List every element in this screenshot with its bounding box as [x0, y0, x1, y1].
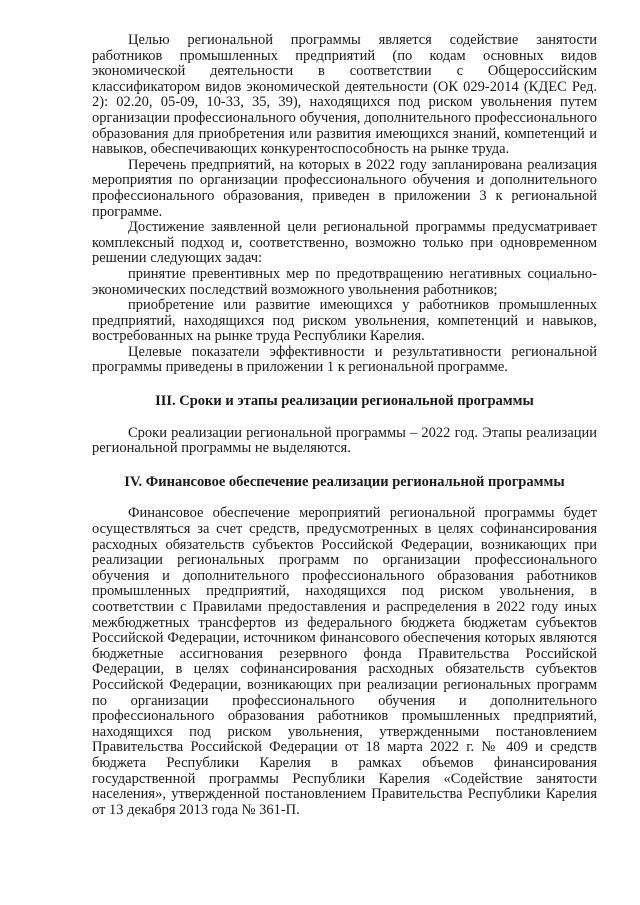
section-3-text: Сроки реализации региональной программы – 2022 год. Этапы реализации региональной программы не выделяются. — [92, 424, 597, 457]
spacer — [92, 490, 597, 506]
spacer — [92, 457, 597, 475]
section-3-heading: III. Сроки и этапы реализации региональной программы — [155, 393, 534, 410]
paragraph-target-indicators: Целевые показатели эффективности и результативности региональной программы приведены в приложении 1 к региональной программе. — [92, 343, 597, 376]
spacer — [92, 376, 597, 394]
document-body — [92, 33, 597, 818]
paragraph-task-1: принятие превентивных мер по предотвращению негативных социально-экономических последствий возможного увольнения работников; — [92, 265, 597, 298]
paragraph-enterprise-list: Перечень предприятий, на которых в 2022 году запланирована реализация мероприятия по организации профессионального обучения и дополнительного профессионального образования, приведен в приложении 3 к региональной программе. — [92, 156, 597, 220]
section-4-heading: IV. Финансовое обеспечение реализации региональной программы — [124, 473, 565, 490]
paragraph-tasks-intro: Достижение заявленной цели региональной программы предусматривает комплексный подход и, соответственно, возможно только при одновременном решении следующих задач: — [92, 219, 597, 267]
section-4-text: Финансовое обеспечение мероприятий региональной программы будет осуществляться за счет средств, предусмотренных в целях софинансирования расходных обязательств субъектов Российской Федерации, возникающих при реализации региональных программ по организации профессионального обучения и дополнительного профессионального образования работников промышленных предприятий, находящихся под риском увольнения, в соответствии с Правилами предоставления и распределения в 2022 году иных межбюджетных трансфертов из федерального бюджета бюджетам субъектов Российской Федерации, источником финансового обеспечения которых являются бюджетные ассигнования резервного фонда Правительства Российской Федерации, в целях софинансирования расходных обязательств субъектов Российской Федерации, возникающих при реализации региональных программ по организации профессионального обучения и дополнительного профессионального образования работников промышленных предприятий, находящихся под риском увольнения, утвержденными постановлением Правительства Российской Федерации от 18 марта 2022 г. № 409 и средств бюджета Республики Карелия в рамках объемов финансирования государственной программы Республики Карелия «Содействие занятости населения», утвержденной постановлением Правительства Республики Карелия от 13 декабря 2013 года № 361-П. — [92, 505, 597, 818]
spacer — [92, 410, 597, 426]
paragraph-task-2: приобретение или развитие имеющихся у работников промышленных предприятий, находящихся под риском увольнения, компетенций и навыков, востребованных на рынке труда Республики Карелия. — [92, 297, 597, 345]
paragraph-program-goal: Целью региональной программы является содействие занятости работников промышленных предприятий (по кодам основных видов экономической деятельности в соответствии с Общероссийским классификатором видов экономической деятельности (ОК 029-2014 (КДЕС Ред. 2): 02.20, 05-09, 10-33, 35, 39), находящихся под риском увольнения путем организации профессионального обучения, дополнительного профессионального образования для приобретения или развития имеющихся знаний, компетенций и навыков, обеспечивающих конкурентоспособность на рынке труда. — [92, 32, 597, 158]
